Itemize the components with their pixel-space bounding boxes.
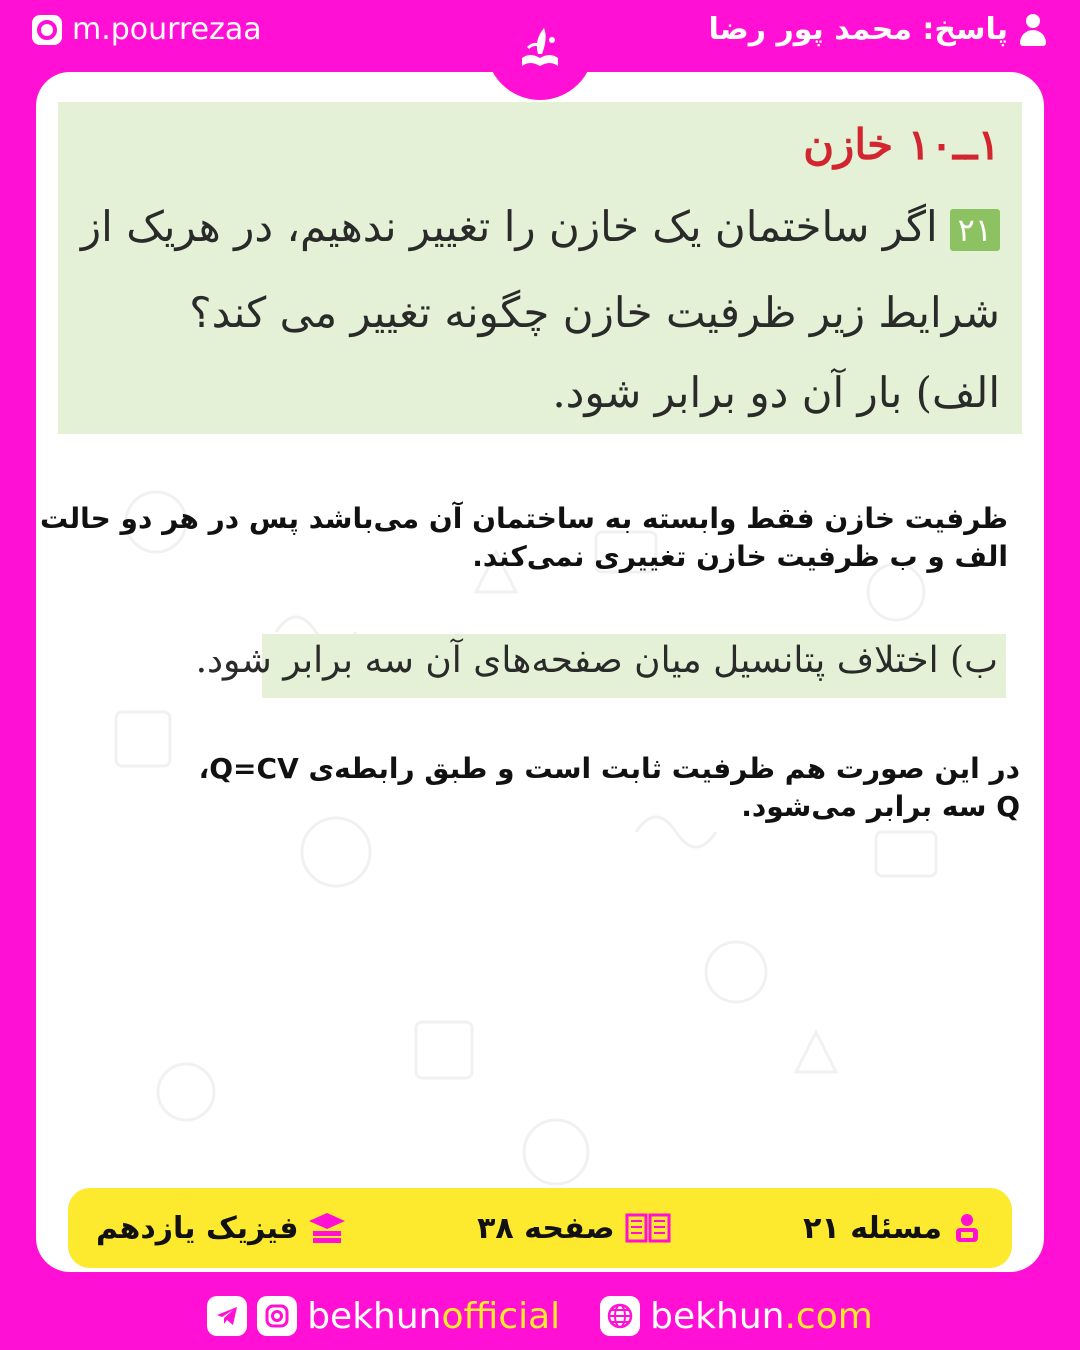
footer-bar bbox=[68, 1188, 1012, 1268]
teacher-icon bbox=[950, 1211, 984, 1245]
telegram-icon[interactable] bbox=[207, 1296, 247, 1336]
problem-number bbox=[803, 1211, 984, 1246]
content-card bbox=[36, 72, 1044, 1272]
website-prefix: bekhun bbox=[650, 1295, 785, 1337]
instagram-handle-top[interactable] bbox=[32, 12, 262, 47]
open-book-icon bbox=[623, 1211, 673, 1245]
subject-text: فیزیک یازدهم bbox=[96, 1210, 299, 1246]
problem-number-text: مسئله ۲۱ bbox=[803, 1210, 942, 1246]
question-box bbox=[58, 102, 1022, 434]
instagram-icon bbox=[32, 15, 62, 45]
graduation-books-icon bbox=[307, 1211, 347, 1245]
page-number bbox=[477, 1211, 672, 1246]
answer-b-line-1: در این صورت هم ظرفیت ثابت است و طبق رابطه‌ی Q=CV، bbox=[198, 752, 1020, 785]
question-number: ۲۱ bbox=[950, 209, 1000, 251]
instagram-handle-text: m.pourrezaa bbox=[72, 12, 262, 47]
social-handle-prefix: bekhun bbox=[307, 1295, 442, 1337]
social-links[interactable] bbox=[207, 1296, 560, 1337]
question-line-2: شرایط زیر ظرفیت خازن چگونه تغییر می کند؟ bbox=[189, 288, 1000, 337]
section-title: ۱ــ۱۰ خازن bbox=[803, 120, 1000, 169]
subject bbox=[96, 1211, 347, 1246]
question-line-1 bbox=[81, 202, 1000, 251]
question-part-a: الف) بار آن دو برابر شود. bbox=[552, 368, 1000, 417]
answer-a-line-1: ظرفیت خازن فقط وابسته به ساختمان آن می‌باشد پس در هر دو حالت bbox=[39, 502, 1008, 535]
website-suffix: .com bbox=[784, 1295, 873, 1337]
user-icon bbox=[1018, 14, 1048, 46]
answer-b bbox=[199, 750, 1020, 826]
answer-a bbox=[40, 500, 1008, 576]
instagram-icon[interactable] bbox=[257, 1296, 297, 1336]
bekhun-logo-icon bbox=[500, 10, 580, 90]
answer-b-line-2: Q سه برابر می‌شود. bbox=[741, 790, 1020, 823]
answerer-credit bbox=[709, 12, 1049, 47]
answer-a-line-2: الف و ب ظرفیت خازن تغییری نمی‌کند. bbox=[472, 540, 1008, 573]
question-part-b: ب) اختلاف پتانسیل میان صفحه‌های آن سه برابر شود. bbox=[195, 640, 998, 681]
page-number-text: صفحه ۳۸ bbox=[477, 1210, 615, 1246]
globe-icon bbox=[600, 1296, 640, 1336]
website-link[interactable] bbox=[600, 1296, 873, 1337]
answerer-text: پاسخ: محمد پور رضا bbox=[708, 12, 1008, 47]
bottom-bar bbox=[0, 1282, 1080, 1350]
question-part-b-box bbox=[195, 634, 1006, 698]
question-text-1: اگر ساختمان یک خازن را تغییر ندهیم، در هریک از bbox=[80, 202, 938, 251]
social-handle-suffix: official bbox=[441, 1295, 561, 1337]
